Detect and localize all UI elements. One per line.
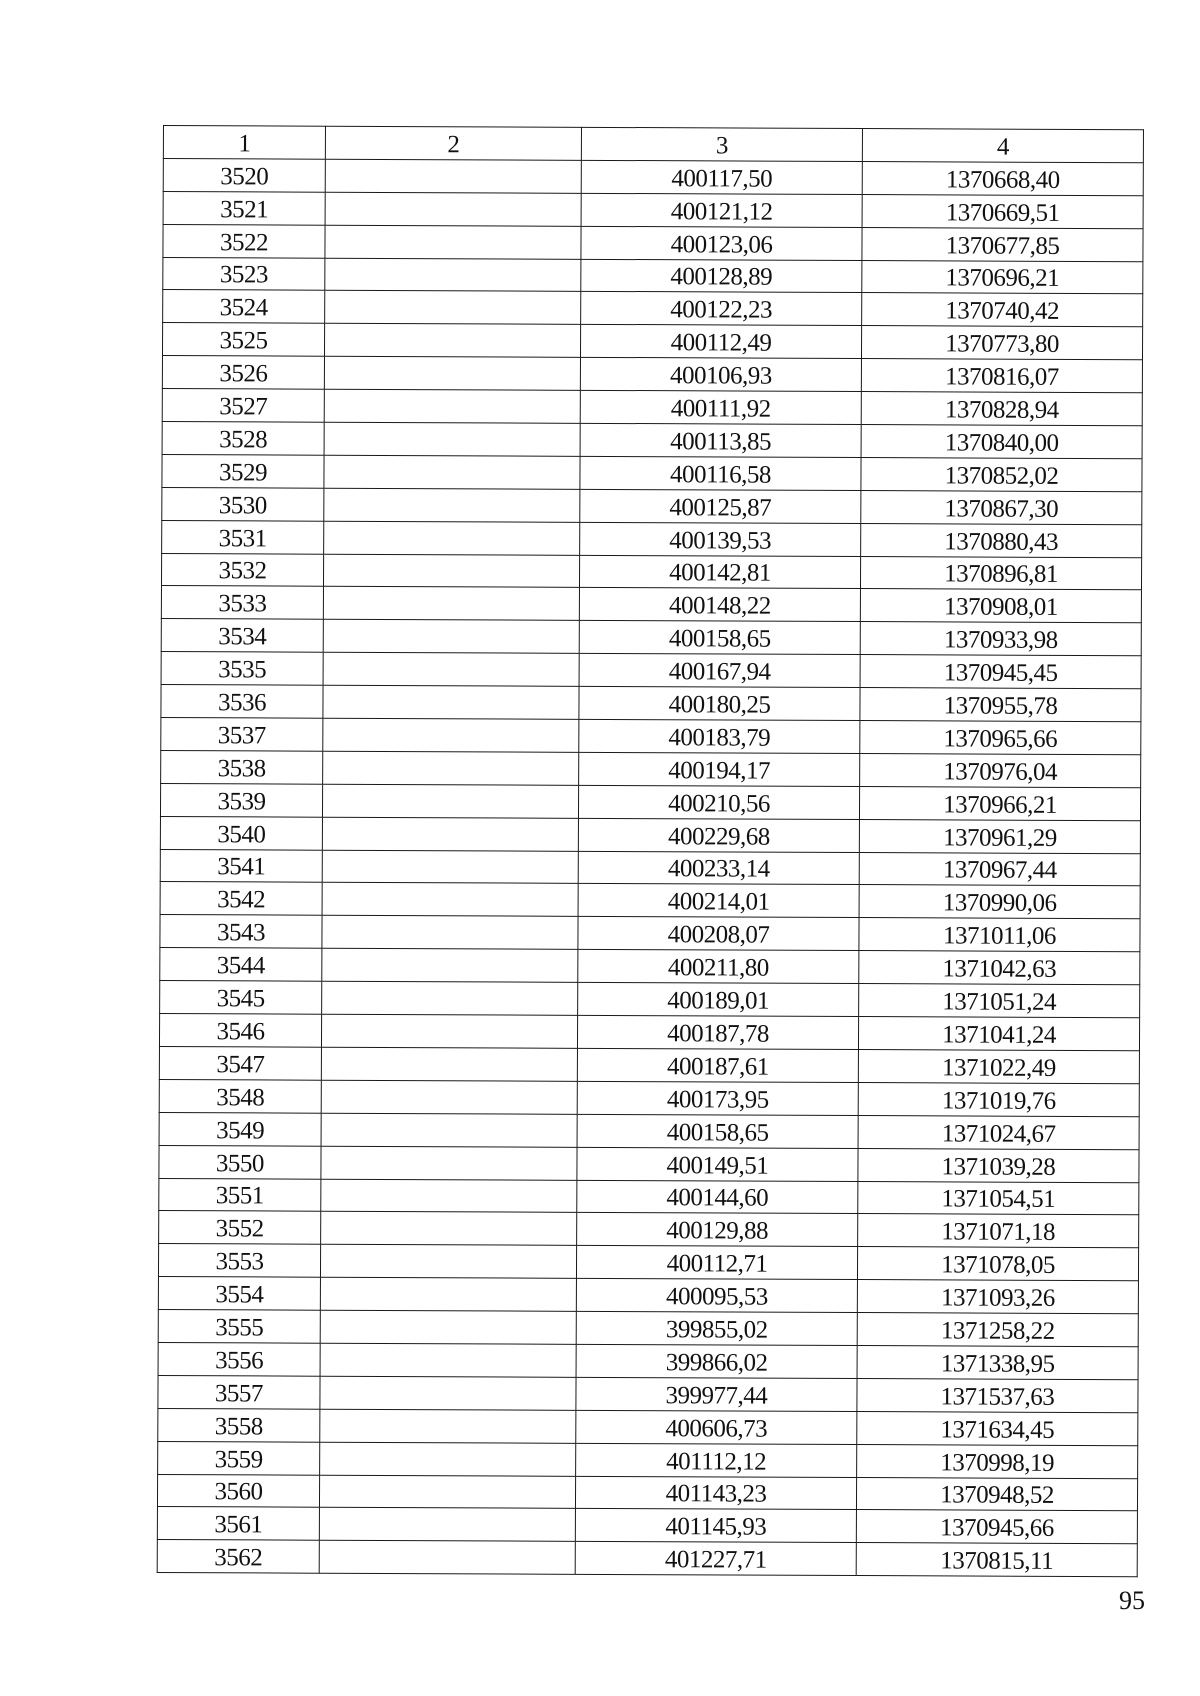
table-cell: 3546 xyxy=(159,1014,321,1048)
table-row xyxy=(161,553,1141,590)
table-cell: 1371078,05 xyxy=(857,1247,1138,1281)
table-row xyxy=(161,750,1141,787)
table-cell: 401112,12 xyxy=(576,1443,857,1477)
table-row xyxy=(161,586,1141,623)
table-row xyxy=(161,652,1141,689)
table-cell: 401145,93 xyxy=(575,1509,856,1543)
table-cell: 3533 xyxy=(161,586,323,620)
table-cell xyxy=(319,1475,575,1509)
table-cell: 400121,12 xyxy=(581,193,862,227)
table-cell: 3544 xyxy=(160,948,322,982)
table-row xyxy=(160,783,1140,820)
table-row xyxy=(163,290,1143,327)
table-row xyxy=(158,1342,1138,1379)
table-cell: 1371338,95 xyxy=(857,1345,1138,1379)
table-cell xyxy=(323,554,579,588)
table-cell xyxy=(324,521,580,555)
table-cell: 400122,23 xyxy=(581,292,862,326)
table-row xyxy=(161,619,1141,656)
table-cell: 1370677,85 xyxy=(862,227,1143,261)
table-row xyxy=(161,685,1141,722)
table-cell: 1371093,26 xyxy=(857,1280,1138,1314)
table-cell: 1370828,94 xyxy=(861,392,1142,426)
table-cell: 3532 xyxy=(161,553,323,587)
table-cell: 3521 xyxy=(163,191,325,225)
table-cell: 400144,60 xyxy=(577,1180,858,1214)
table-cell: 3527 xyxy=(162,389,324,423)
column-header: 2 xyxy=(325,126,581,160)
table-cell: 3547 xyxy=(159,1046,321,1080)
table-cell: 1371054,51 xyxy=(858,1181,1139,1215)
table-cell: 1371039,28 xyxy=(858,1148,1139,1182)
table-cell xyxy=(320,1277,576,1311)
table-cell: 3528 xyxy=(162,422,324,456)
table-cell xyxy=(320,1442,576,1476)
table-row xyxy=(160,816,1140,853)
table-row xyxy=(157,1474,1137,1511)
table-cell: 1370896,81 xyxy=(860,556,1141,590)
table-cell: 3524 xyxy=(163,290,325,324)
table-row xyxy=(160,849,1140,886)
table-cell: 3549 xyxy=(159,1112,321,1146)
table-cell xyxy=(321,1014,577,1048)
table-cell xyxy=(325,159,581,193)
table-row xyxy=(163,158,1143,195)
table-row xyxy=(162,520,1142,557)
table-row xyxy=(157,1507,1137,1544)
table-cell: 3526 xyxy=(162,356,324,390)
table-cell xyxy=(321,1146,577,1180)
table-row xyxy=(163,257,1143,294)
table-cell xyxy=(321,1212,577,1246)
table-cell: 3536 xyxy=(161,685,323,719)
table-cell: 400112,71 xyxy=(576,1246,857,1280)
table-cell: 1370933,98 xyxy=(860,622,1141,656)
coordinates-table xyxy=(157,125,1144,1577)
table-row xyxy=(162,389,1142,426)
table-cell: 400139,53 xyxy=(580,522,861,556)
table-cell: 3552 xyxy=(159,1211,321,1245)
table-cell: 3541 xyxy=(160,849,322,883)
table-cell: 1371071,18 xyxy=(858,1214,1139,1248)
table-cell: 400095,53 xyxy=(576,1278,857,1312)
table-row xyxy=(160,948,1140,985)
table-cell: 1371041,24 xyxy=(858,1017,1139,1051)
table-cell: 1371022,49 xyxy=(858,1049,1139,1083)
table-header-row xyxy=(163,126,1143,163)
table-cell: 3556 xyxy=(158,1342,320,1376)
table-cell xyxy=(321,1047,577,1081)
table-cell: 1370945,45 xyxy=(860,655,1141,689)
table-cell: 400128,89 xyxy=(581,259,862,293)
table-cell: 3548 xyxy=(159,1079,321,1113)
table-cell xyxy=(324,324,580,358)
table-cell xyxy=(322,784,578,818)
table-cell xyxy=(324,488,580,522)
table-cell: 1371051,24 xyxy=(859,984,1140,1018)
table-cell xyxy=(322,948,578,982)
table-cell: 3562 xyxy=(157,1540,319,1574)
table-row xyxy=(157,1540,1137,1577)
table-cell: 400111,92 xyxy=(580,390,861,424)
table-cell: 3534 xyxy=(161,619,323,653)
table-cell: 400129,88 xyxy=(577,1213,858,1247)
table-cell xyxy=(324,356,580,390)
table-cell: 400214,01 xyxy=(578,884,859,918)
table-cell: 3540 xyxy=(160,816,322,850)
table-cell: 3542 xyxy=(160,882,322,916)
table-cell: 400112,49 xyxy=(580,325,861,359)
table-cell: 3559 xyxy=(158,1441,320,1475)
table-row xyxy=(158,1375,1138,1412)
table-row xyxy=(159,1178,1139,1215)
table-cell: 400173,95 xyxy=(577,1081,858,1115)
page-number: 95 xyxy=(1119,1586,1145,1615)
table-cell: 1370965,66 xyxy=(860,721,1141,755)
table-cell: 400189,01 xyxy=(578,982,859,1016)
table-cell xyxy=(324,422,580,456)
table-row xyxy=(159,1211,1139,1248)
table-cell: 1370967,44 xyxy=(859,852,1140,886)
table-cell: 3553 xyxy=(158,1244,320,1278)
table-cell xyxy=(322,981,578,1015)
table-row xyxy=(158,1441,1138,1478)
table-cell: 3561 xyxy=(157,1507,319,1541)
table-cell xyxy=(323,587,579,621)
table-cell xyxy=(320,1376,576,1410)
table-cell xyxy=(323,652,579,686)
table-cell xyxy=(323,685,579,719)
table-cell xyxy=(320,1409,576,1443)
table-cell xyxy=(325,291,581,325)
table-cell: 399866,02 xyxy=(576,1344,857,1378)
table-row xyxy=(158,1277,1138,1314)
table-row xyxy=(160,882,1140,919)
table-row xyxy=(163,191,1143,228)
table-cell: 400194,17 xyxy=(579,752,860,786)
table-cell xyxy=(322,916,578,950)
table-cell: 400117,50 xyxy=(581,160,862,194)
table-row xyxy=(160,981,1140,1018)
table-cell: 3555 xyxy=(158,1310,320,1344)
table-cell: 1371011,06 xyxy=(859,918,1140,952)
table-cell: 399855,02 xyxy=(576,1311,857,1345)
table-cell: 1371258,22 xyxy=(857,1313,1138,1347)
table-cell: 400116,58 xyxy=(580,456,861,490)
table-cell: 1371019,76 xyxy=(858,1082,1139,1116)
table-body xyxy=(157,158,1143,1577)
table-cell: 400113,85 xyxy=(580,423,861,457)
table-cell: 3560 xyxy=(157,1474,319,1508)
table-cell: 1370961,29 xyxy=(859,819,1140,853)
table-cell: 401143,23 xyxy=(575,1476,856,1510)
table-cell xyxy=(323,620,579,654)
table-cell xyxy=(323,751,579,785)
table-cell: 1370816,07 xyxy=(861,359,1142,393)
table-row xyxy=(162,454,1142,491)
table-cell xyxy=(324,389,580,423)
table-cell: 1370867,30 xyxy=(861,490,1142,524)
table-cell: 1370852,02 xyxy=(861,457,1142,491)
table-cell: 1370815,11 xyxy=(856,1543,1137,1577)
table-cell: 3538 xyxy=(161,750,323,784)
table-cell: 1370773,80 xyxy=(861,326,1142,360)
table-cell xyxy=(324,455,580,489)
table-row xyxy=(159,1079,1139,1116)
table-cell: 400125,87 xyxy=(580,489,861,523)
table-cell xyxy=(325,225,581,259)
table-cell xyxy=(322,817,578,851)
table-cell: 400123,06 xyxy=(581,226,862,260)
table-cell: 1371634,45 xyxy=(857,1411,1138,1445)
table-cell xyxy=(323,718,579,752)
table-cell: 400180,25 xyxy=(579,686,860,720)
table-cell: 1370668,40 xyxy=(862,161,1143,195)
table-cell: 400187,78 xyxy=(577,1015,858,1049)
table-cell: 3558 xyxy=(158,1408,320,1442)
table-cell: 400158,65 xyxy=(579,621,860,655)
table-cell: 1370908,01 xyxy=(860,589,1141,623)
table-cell xyxy=(320,1343,576,1377)
table-cell: 3557 xyxy=(158,1375,320,1409)
table-cell: 400211,80 xyxy=(578,950,859,984)
table-cell: 400167,94 xyxy=(579,654,860,688)
table-cell: 1370880,43 xyxy=(861,523,1142,557)
table-cell: 3520 xyxy=(163,158,325,192)
table-cell: 400208,07 xyxy=(578,917,859,951)
table-cell: 400142,81 xyxy=(579,555,860,589)
table-cell xyxy=(319,1540,575,1574)
table-cell: 1370945,66 xyxy=(856,1510,1137,1544)
table-row xyxy=(158,1244,1138,1281)
table-cell: 3525 xyxy=(162,323,324,357)
table-cell: 1370976,04 xyxy=(860,753,1141,787)
table-row xyxy=(162,422,1142,459)
table-cell: 401227,71 xyxy=(575,1542,856,1576)
table-row xyxy=(163,224,1143,261)
table-cell: 1370998,19 xyxy=(857,1444,1138,1478)
table-cell: 1370955,78 xyxy=(860,688,1141,722)
table-cell: 3535 xyxy=(161,652,323,686)
table-cell: 3522 xyxy=(163,224,325,258)
table-cell: 3543 xyxy=(160,915,322,949)
table-cell: 3529 xyxy=(162,454,324,488)
table-cell xyxy=(325,192,581,226)
table-cell: 1370669,51 xyxy=(862,194,1143,228)
table-row xyxy=(162,356,1142,393)
table-cell: 1371042,63 xyxy=(859,951,1140,985)
table-cell xyxy=(320,1310,576,1344)
column-header: 1 xyxy=(163,126,325,160)
table-cell xyxy=(320,1244,576,1278)
table-cell: 3531 xyxy=(162,520,324,554)
table-cell: 400233,14 xyxy=(578,851,859,885)
table-row xyxy=(158,1408,1138,1445)
table-cell: 3554 xyxy=(158,1277,320,1311)
table-cell: 400210,56 xyxy=(578,785,859,819)
table-cell xyxy=(321,1179,577,1213)
table-cell: 399977,44 xyxy=(576,1377,857,1411)
table-cell xyxy=(319,1508,575,1542)
table-row xyxy=(162,323,1142,360)
table-row xyxy=(160,915,1140,952)
table-cell: 3530 xyxy=(162,487,324,521)
table-cell: 1370740,42 xyxy=(862,293,1143,327)
table-row xyxy=(159,1112,1139,1149)
table-cell: 400229,68 xyxy=(578,818,859,852)
table-cell: 1371024,67 xyxy=(858,1115,1139,1149)
table-cell xyxy=(321,1080,577,1114)
table-cell: 400148,22 xyxy=(579,588,860,622)
table-cell xyxy=(325,258,581,292)
table-cell: 400187,61 xyxy=(577,1048,858,1082)
table-cell: 1370840,00 xyxy=(861,425,1142,459)
table-row xyxy=(158,1310,1138,1347)
table-cell xyxy=(321,1113,577,1147)
table-cell: 3523 xyxy=(163,257,325,291)
table-cell: 1370948,52 xyxy=(856,1477,1137,1511)
table-cell: 3539 xyxy=(160,783,322,817)
table-cell: 400158,65 xyxy=(577,1114,858,1148)
table-row xyxy=(159,1145,1139,1182)
column-header: 4 xyxy=(862,129,1143,163)
table-cell: 3551 xyxy=(159,1178,321,1212)
table-row xyxy=(159,1046,1139,1083)
table-cell: 1370966,21 xyxy=(859,786,1140,820)
table-row xyxy=(159,1014,1139,1051)
table-cell: 3545 xyxy=(160,981,322,1015)
table-cell: 400149,51 xyxy=(577,1147,858,1181)
table-cell xyxy=(322,850,578,884)
table-cell: 1370696,21 xyxy=(862,260,1143,294)
table-cell: 400106,93 xyxy=(580,358,861,392)
table-row xyxy=(161,718,1141,755)
table-cell: 1371537,63 xyxy=(857,1378,1138,1412)
table-cell: 3550 xyxy=(159,1145,321,1179)
table-cell: 3537 xyxy=(161,718,323,752)
table-cell: 1370990,06 xyxy=(859,885,1140,919)
table-cell: 400183,79 xyxy=(579,719,860,753)
table-row xyxy=(162,487,1142,524)
table-cell: 400606,73 xyxy=(576,1410,857,1444)
column-header: 3 xyxy=(581,127,862,161)
table-cell xyxy=(322,883,578,917)
